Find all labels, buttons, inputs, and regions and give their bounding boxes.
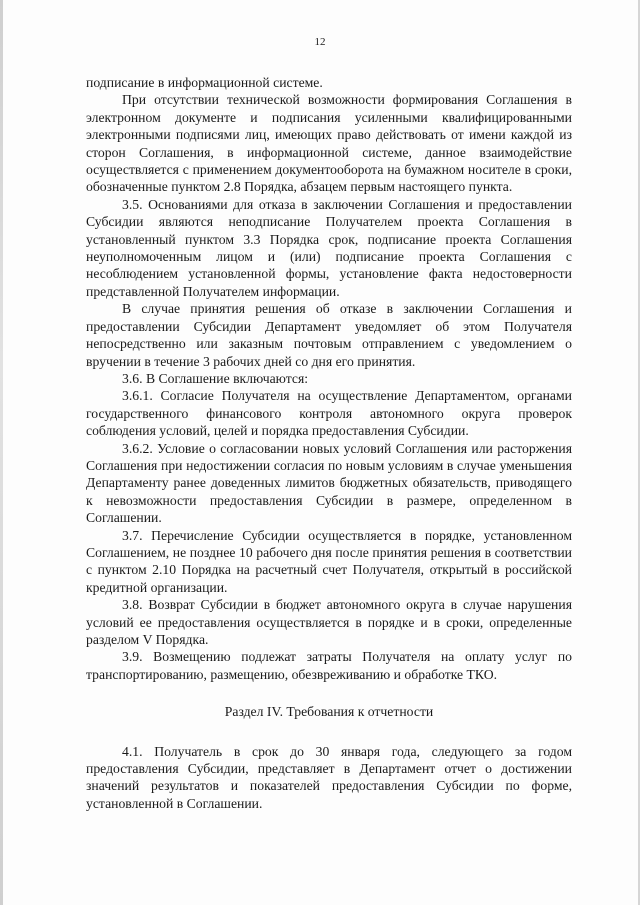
paragraph-3-6: 3.6. В Соглашение включаются:	[122, 370, 309, 386]
paragraph-continuation: подписание в информационной системе.	[86, 75, 323, 90]
section-heading: Раздел IV. Требования к отчетности	[224, 704, 434, 720]
page-number: 12	[314, 36, 326, 48]
document-body	[86, 74, 572, 812]
scan-edge-left	[0, 0, 3, 905]
paragraph-3-7: 3.7. Перечисление Субсидии осуществляется в порядке, установленном Соглашением, не позднее 10 рабочего дня после принятия решения в соответствии с пунктом 2.10 Порядка на расчетный счет Получателя, открытый в российской кредитной организации.	[86, 527, 572, 595]
paragraph: При отсутствии технической возможности формирования Соглашения в электронном документе и подписания усиленными квалифицированными электронными подписями лиц, имеющих право действовать от имени каждой из сторон Соглашения, в информационной системе, данное взаимодействие осуществляется с применением документооборота на бумажном носителе в сроки, обозначенные пунктом 2.8 Порядка, абзацем первым настоящего пункта.	[86, 92, 572, 195]
paragraph-3-8: 3.8. Возврат Субсидии в бюджет автономного округа в случае нарушения условий ее предоставления осуществляется в порядке и в сроки, определенные разделом V Порядка.	[86, 597, 572, 647]
paragraph-3-6-2: 3.6.2. Условие о согласовании новых условий Соглашения или расторжения Соглашения при недостижении согласия по новым условиям в случае уменьшения Департаменту ранее доведенных лимитов бюджетных обязательств, приводящего к невозможности предоставления Субсидии в размере, определенном в Соглашении.	[86, 440, 572, 526]
paragraph: В случае принятия решения об отказе в заключении Соглашения и предоставлении Субсидии Департамент уведомляет об этом Получателя непосредственно или заказным почтовым отправлением с уведомлением о вручении в течение 3 рабочих дней со дня его принятия.	[86, 301, 572, 369]
paragraph-3-9: 3.9. Возмещению подлежат затраты Получателя на оплату услуг по транспортированию, размещению, обезвреживанию и обработке ТКО.	[86, 649, 572, 682]
paragraph-4-1: 4.1. Получатель в срок до 30 января года, следующего за годом предоставления Субсидии, представляет в Департамент отчет о достижении значений результатов и показателей предоставления Субсидии по форме, установленной в Соглашении.	[86, 743, 572, 811]
paragraph-3-6-1: 3.6.1. Согласие Получателя на осуществление Департаментом, органами государственного финансового контроля автономного округа проверок соблюдения условий, целей и порядка предоставления Субсидии.	[86, 388, 572, 439]
paragraph-3-5: 3.5. Основаниями для отказа в заключении Соглашения и предоставлении Субсидии являются неподписание Получателем проекта Соглашения в установленный пунктом 3.3 Порядка срок, подписание проекта Соглашения неуполномоченным лицом и (или) подписание проекта Соглашения с несоблюдением установленной формы, установление факта недостоверности представленной Получателем информации.	[86, 196, 572, 299]
